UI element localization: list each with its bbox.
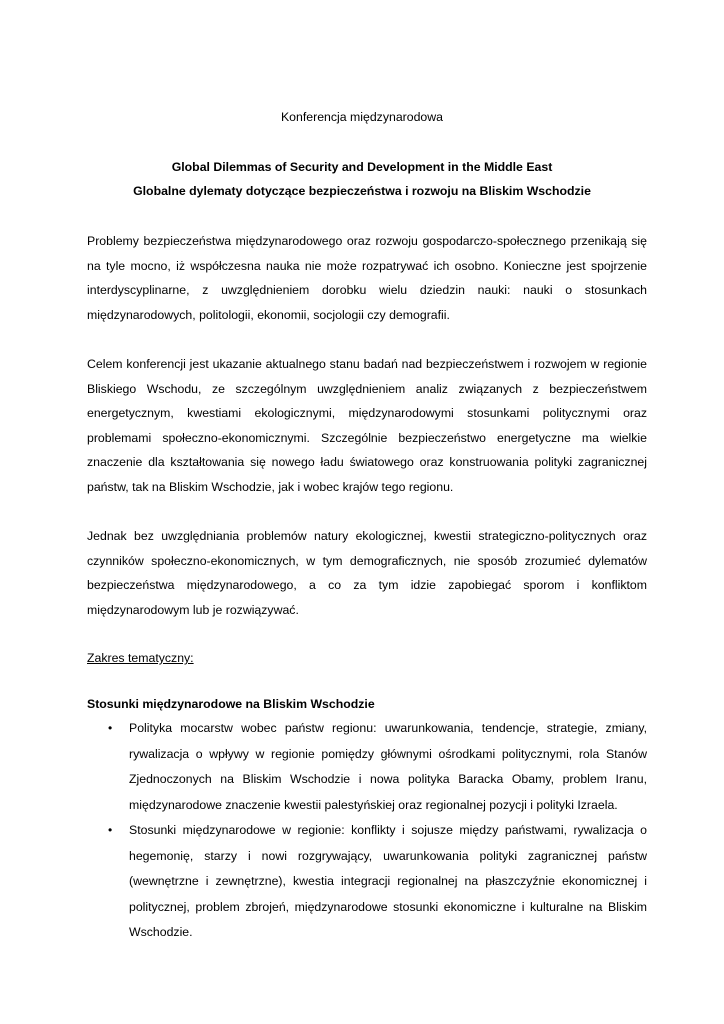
bullet-icon: • <box>108 721 113 735</box>
intro-paragraph-2: Celem konferencji jest ukazanie aktualnego stanu badań nad bezpieczeństwem i rozwojem w regionie Bliskiego Wschodu, ze szczególnym uwzględnieniem analiz związanych z bezpieczeństwem energetycznym, kwestiami ekologicznymi, międzynarodowymi stosunkami politycznymi oraz problemami społeczno-ekonomicznymi. Szczególnie bezpieczeństwo energetyczne ma wielkie znaczenie dla kształtowania się nowego ładu światowego oraz konstruowania polityki zagranicznej państw, tak na Bliskim Wschodzie, jak i wobec krajów tego regionu. <box>87 357 647 494</box>
list-item-text: Polityka mocarstw wobec państw regionu: uwarunkowania, tendencje, strategie, zmiany, rywalizacja o wpływy w regionie pomiędzy głównymi ośrodkami politycznymi, rola Stanów Zjednoczonych na Bliskim Wschodzie i nowa polityka Baracka Obamy, problem Iranu, międzynarodowe znaczenie kwestii palestyńskiej oraz regionalnej pozycji i polityki Izraela. <box>129 721 647 812</box>
intro-paragraph-1: Problemy bezpieczeństwa międzynarodowego oraz rozwoju gospodarczo-społecznego przenikają się na tyle mocno, iż współczesna nauka nie może rozpatrywać ich osobno. Konieczne jest spojrzenie interdyscyplinarne, z uwzględnieniem dorobku wielu dziedzin nauki: nauki o stosunkach międzynarodowych, politologii, ekonomii, socjologii czy demografii. <box>87 234 647 322</box>
bullet-icon: • <box>108 823 113 837</box>
title-polish: Globalne dylematy dotyczące bezpieczeństwa i rozwoju na Bliskim Wschodzie <box>133 184 591 198</box>
list-item <box>87 716 647 818</box>
section-heading: Stosunki międzynarodowe na Bliskim Wschodzie <box>87 697 375 711</box>
list-item-text: Stosunki międzynarodowe w regionie: konflikty i sojusze między państwami, rywalizacja o hegemonię, starzy i nowi rozgrywający, uwarunkowania polityki zagranicznej państw (wewnętrzne i zewnętrzne), kwestia integracji regionalnej na płaszczyźnie ekonomicznej i politycznej, problem zbrojeń, międzynarodowe stosunki ekonomiczne i kulturalne na Bliskim Wschodzie. <box>129 823 647 939</box>
list-item <box>87 818 647 946</box>
title-english: Global Dilemmas of Security and Development in the Middle East <box>171 160 553 174</box>
intro-paragraph-3: Jednak bez uwzględniania problemów natury ekologicznej, kwestii strategiczno-politycznych oraz czynników społeczno-ekonomicznych, w tym demograficznych, nie sposób zrozumieć dylematów bezpieczeństwa międzynarodowego, a co za tym idzie zapobiegać sporom i konfliktom międzynarodowym lub je rozwiązywać. <box>87 529 647 617</box>
topic-list <box>87 716 647 946</box>
scope-label: Zakres tematyczny: <box>87 651 194 665</box>
conference-label: Konferencja międzynarodowa <box>280 110 443 124</box>
